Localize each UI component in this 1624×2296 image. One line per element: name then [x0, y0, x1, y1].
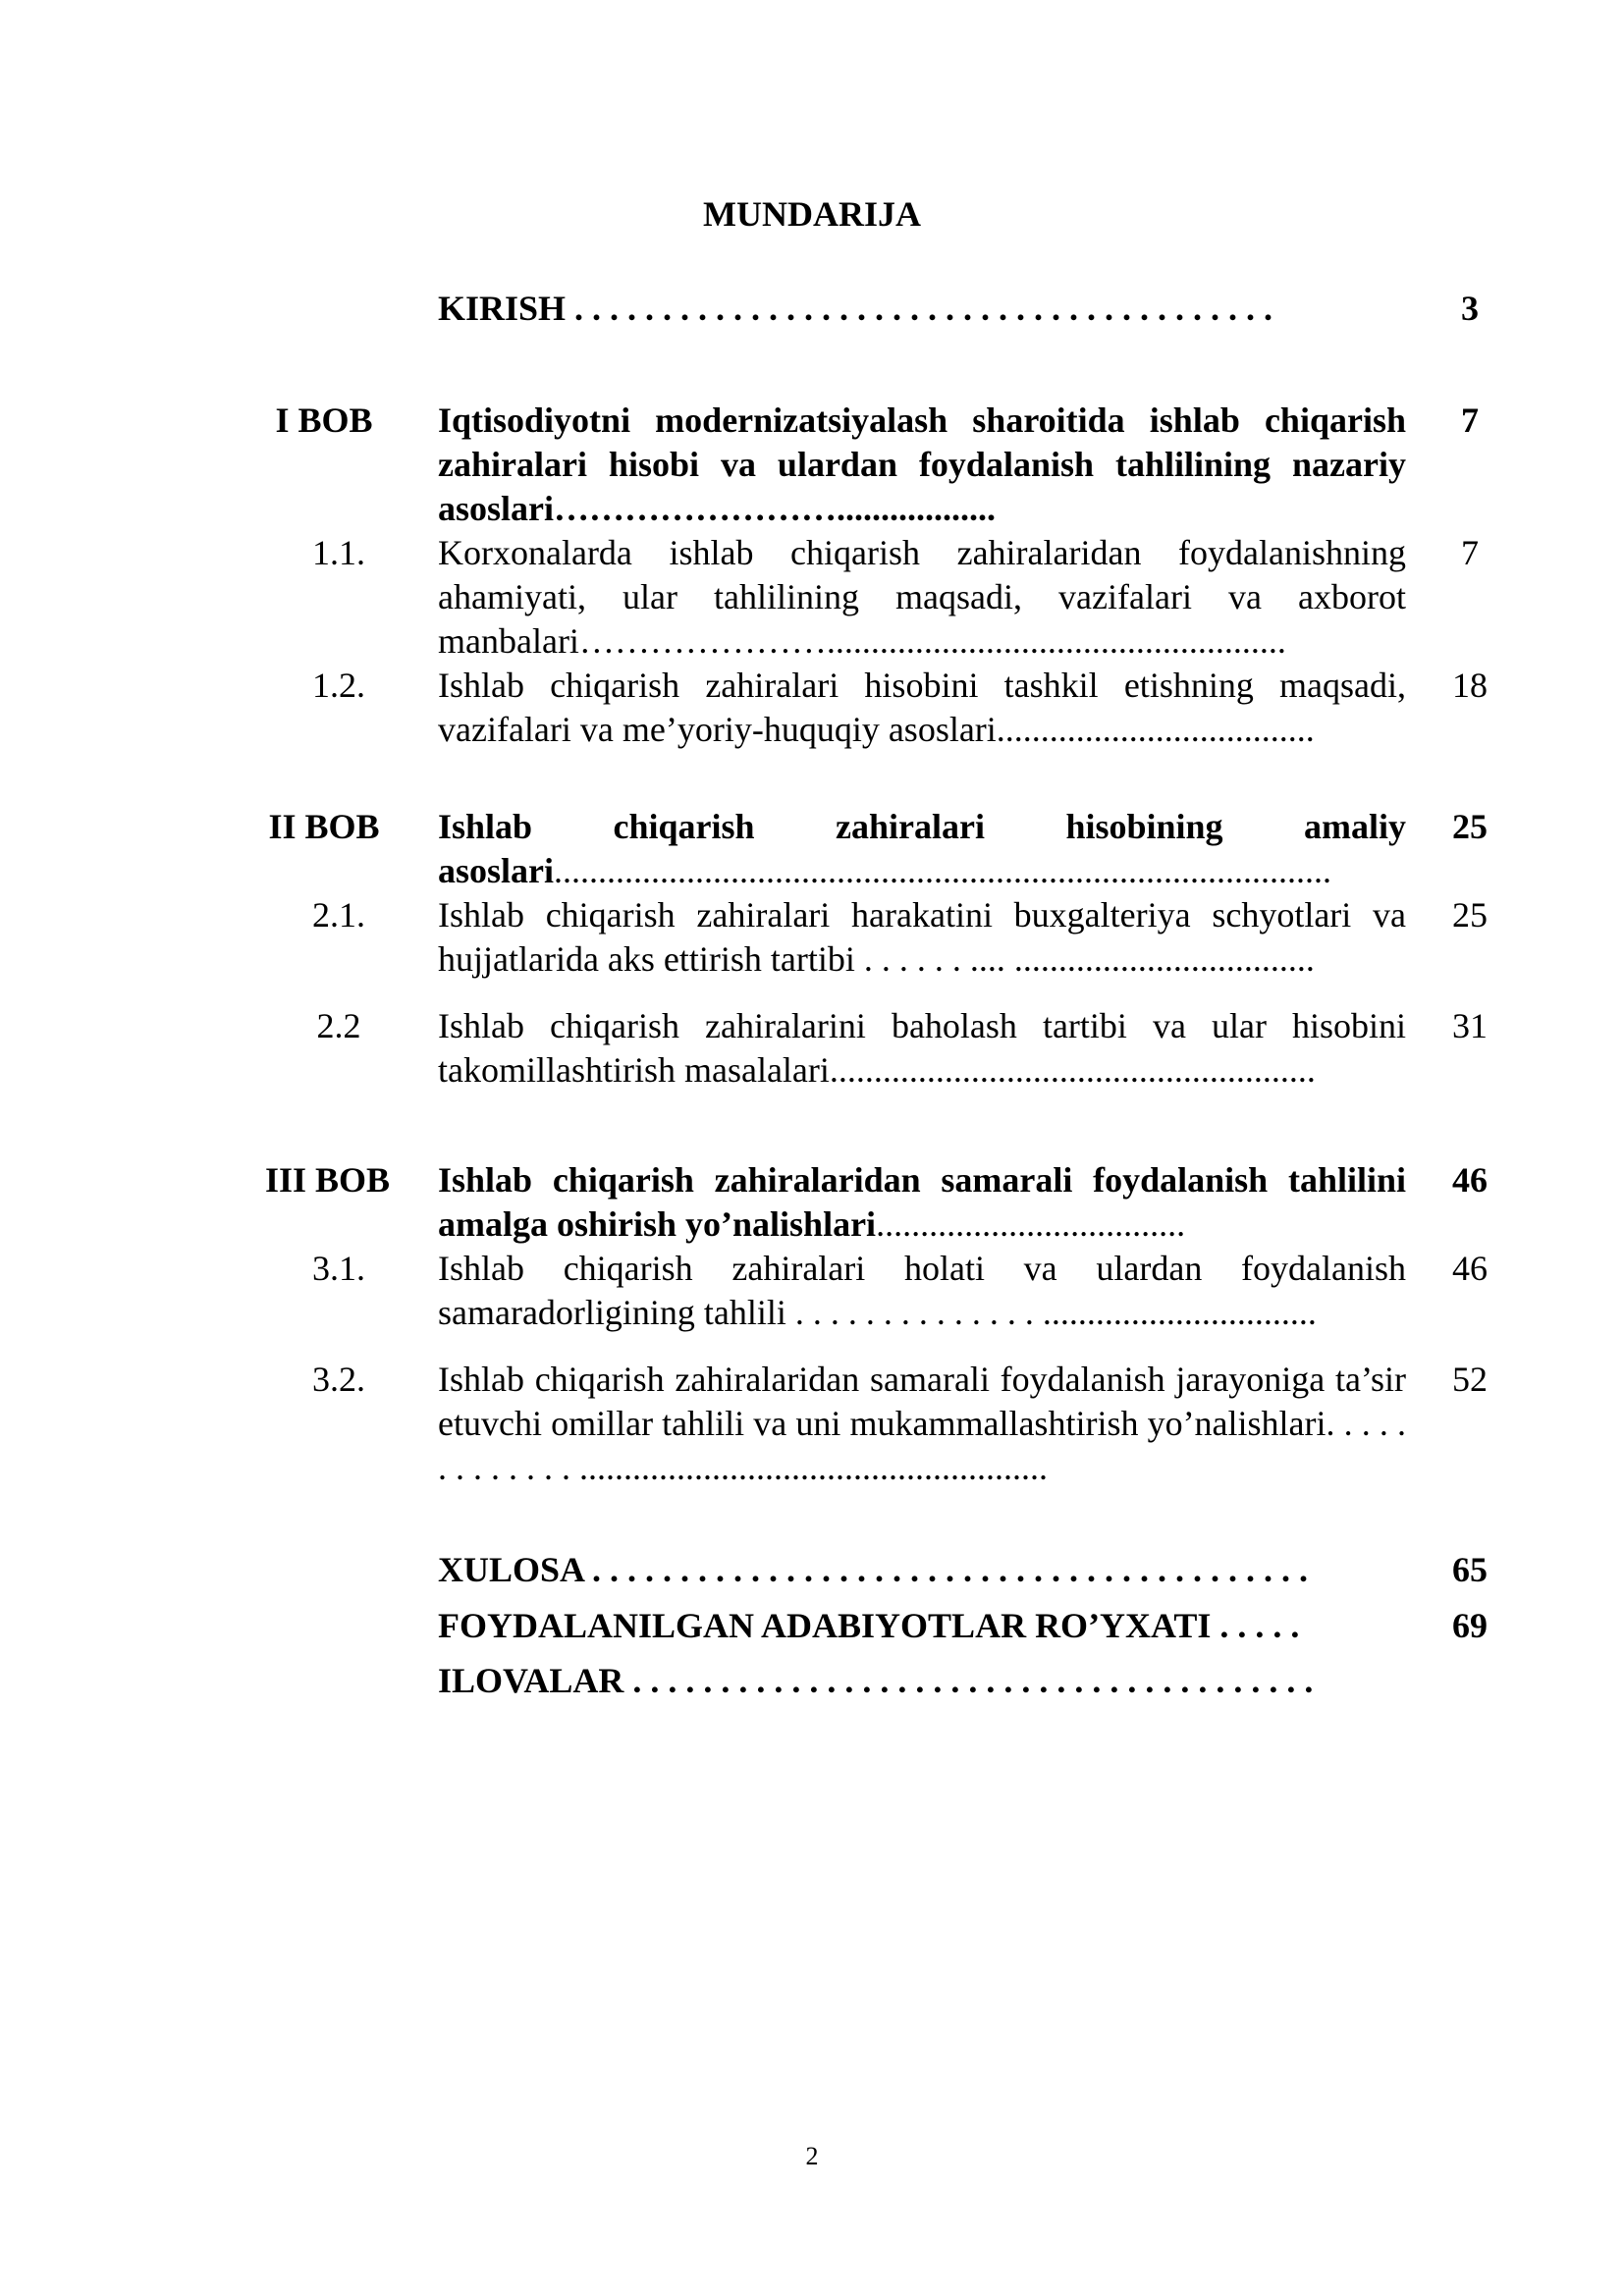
- toc-page-number: 52: [1452, 1360, 1488, 1399]
- toc-entry-text: ILOVALAR . . . . . . . . . . . . . . . . . . . . . . . . . . . . . . . . . . . . . . .: [438, 1661, 1314, 1700]
- page-number: 2: [805, 2142, 819, 2170]
- chapter-title: Iqtisodiyotni modernizatsiyalash sharoitida ishlab chiqarish zahiralari hisobi va ulardan foydalanish tahlilining nazariy asoslari……………………..................: [438, 400, 1406, 528]
- section-label: 1.2.: [312, 666, 365, 705]
- toc-page-number: 7: [1461, 533, 1479, 572]
- chapter-title-block: [438, 1158, 1406, 1247]
- page-title: MUNDARIJA: [703, 194, 921, 234]
- section-title: Ishlab chiqarish zahiralari harakatini buxgalteriya schyotlari va hujjatlarida aks ettirish tartibi . . . . . . .... ..................................: [438, 895, 1406, 979]
- section-label: 2.2: [316, 1006, 361, 1045]
- section-title: Ishlab chiqarish zahiralari hisobini tashkil etishning maqsadi, vazifalari va me’yoriy-huquqiy asoslari....................................: [438, 666, 1406, 749]
- toc-page-number: 25: [1452, 895, 1488, 934]
- section-title: Ishlab chiqarish zahiralarini baholash tartibi va ular hisobini takomillashtirish masalalari.......................................................: [438, 1006, 1406, 1090]
- section-label: 2.1.: [312, 895, 365, 934]
- toc-page-number: 69: [1452, 1606, 1488, 1645]
- section-label: 1.1.: [312, 533, 365, 572]
- toc-page-number: 18: [1452, 666, 1488, 705]
- chapter-label: II BOB: [268, 807, 380, 846]
- toc-page-number: 25: [1452, 807, 1488, 846]
- toc-entry-text: XULOSA . . . . . . . . . . . . . . . . . . . . . . . . . . . . . . . . . . . . . . . . .: [438, 1550, 1309, 1589]
- chapter-label: III BOB: [265, 1160, 391, 1200]
- section-title: Ishlab chiqarish zahiralari holati va ulardan foydalanish samaradorligining tahlili . . . . . . . . . . . . . . ...............................: [438, 1249, 1406, 1332]
- leader-dots: ...................................: [876, 1204, 1186, 1244]
- toc-page-number: 31: [1452, 1006, 1488, 1045]
- section-title: Korxonalarda ishlab chiqarish zahiralaridan foydalanishning ahamiyati, ular tahlilining maqsadi, vazifalari va axborot manbalari…………………....................................................: [438, 533, 1406, 661]
- toc-page-number: 65: [1452, 1550, 1488, 1589]
- chapter-label: I BOB: [275, 400, 373, 440]
- toc-entry-text: FOYDALANILGAN ADABIYOTLAR RO’YXATI . . . . .: [438, 1606, 1300, 1645]
- toc-page-number: 46: [1452, 1160, 1488, 1200]
- section-label: 3.2.: [312, 1360, 365, 1399]
- toc-entry-text: KIRISH . . . . . . . . . . . . . . . . . . . . . . . . . . . . . . . . . . . . . . . .: [438, 289, 1273, 328]
- chapter-title: Ishlab chiqarish zahiralari hisobining amaliy asoslari: [438, 807, 1406, 890]
- toc-page-number: 7: [1461, 400, 1479, 440]
- section-title: Ishlab chiqarish zahiralaridan samarali foydalanish jarayoniga ta’sir etuvchi omillar tahlili va uni mukammallashtirish yo’nalishlari. . . . . . . . . . . . . .....................................................: [438, 1360, 1406, 1487]
- toc-page-number: 46: [1452, 1249, 1488, 1288]
- leader-dots: ........................................................................................: [554, 851, 1332, 890]
- chapter-title: Ishlab chiqarish zahiralaridan samarali foydalanish tahlilini amalga oshirish yo’nalishlari: [438, 1160, 1406, 1244]
- section-label: 3.1.: [312, 1249, 365, 1288]
- toc-page-number: 3: [1461, 289, 1479, 328]
- chapter-title-block: [438, 805, 1406, 893]
